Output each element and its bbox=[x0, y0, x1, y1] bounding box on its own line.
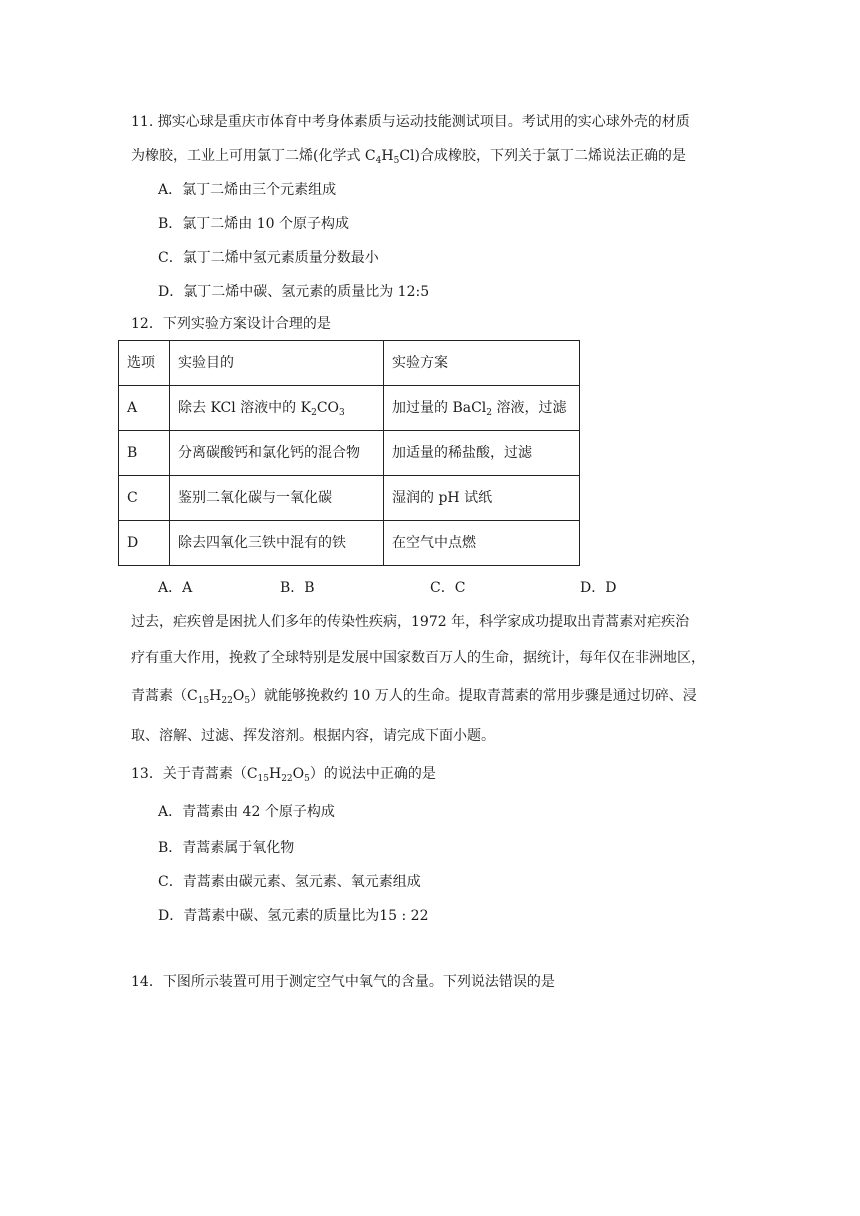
table-header-option: 选项 bbox=[119, 341, 170, 386]
table-row bbox=[119, 386, 580, 431]
table-cell-plan: 加适量的稀盐酸，过滤 bbox=[384, 431, 580, 476]
q12-option-d: D．D bbox=[580, 580, 617, 596]
q12-experiment-table bbox=[118, 340, 580, 566]
table-cell-option: C bbox=[119, 476, 170, 521]
formula-sub: 5 bbox=[304, 774, 310, 784]
passage-text: 青蒿素（C bbox=[131, 688, 198, 704]
q13-option-c: C．青蒿素由碳元素、氢元素、氧元素组成 bbox=[158, 874, 421, 890]
formula-text: H bbox=[268, 766, 282, 782]
q11-formula-sub: 4 bbox=[375, 156, 382, 166]
q12-stem: 12．下列实验方案设计合理的是 bbox=[131, 316, 331, 332]
q11-stem-text: 为橡胶，工业上可用氯丁二烯(化学式 C bbox=[131, 148, 376, 164]
q14-stem: 14．下图所示装置可用于测定空气中氧气的含量。下列说法错误的是 bbox=[131, 974, 555, 990]
cell-sub: 2 bbox=[311, 408, 317, 418]
q11-option-d: D．氯丁二烯中碳、氢元素的质量比为 12:5 bbox=[158, 284, 430, 300]
table-header-row bbox=[119, 341, 580, 386]
q11-formula-text: H bbox=[381, 148, 394, 164]
table-row bbox=[119, 476, 580, 521]
table-cell-plan: 湿润的 pH 试纸 bbox=[384, 476, 580, 521]
q13-stem-text: 13．关于青蒿素（C bbox=[131, 766, 258, 782]
q11-option-a: A．氯丁二烯由三个元素组成 bbox=[158, 182, 337, 198]
cell-sub: 3 bbox=[339, 408, 345, 418]
q12-option-a: A．A bbox=[158, 580, 193, 596]
passage-line3 bbox=[131, 686, 697, 706]
table-cell-plan: 在空气中点燃 bbox=[384, 521, 580, 566]
cell-text: 溶液，过滤 bbox=[492, 400, 567, 416]
table-row bbox=[119, 521, 580, 566]
formula-sub: 15 bbox=[197, 696, 210, 706]
table-cell-option: D bbox=[119, 521, 170, 566]
q12-option-c: C．C bbox=[430, 580, 466, 596]
passage-line4: 取、溶解、过滤、挥发溶剂。根据内容，请完成下面小题。 bbox=[131, 728, 495, 744]
passage-text: ）就能够挽救约 10 万人的生命。提取青蒿素的常用步骤是通过切碎、浸 bbox=[250, 688, 697, 704]
table-cell-purpose: 分离碳酸钙和氯化钙的混合物 bbox=[170, 431, 384, 476]
table-header-purpose: 实验目的 bbox=[170, 341, 384, 386]
passage-line2: 疗有重大作用，挽救了全球特别是发展中国家数百万人的生命，据统计，每年仅在非洲地区， bbox=[131, 650, 705, 666]
passage-line1: 过去，疟疾曾是困扰人们多年的传染性疾病，1972 年，科学家成功提取出青蒿素对疟疾治 bbox=[131, 614, 690, 630]
formula-text: H bbox=[209, 688, 222, 704]
formula-text: O bbox=[292, 766, 305, 782]
table-cell-option: A bbox=[119, 386, 170, 431]
formula-sub: 22 bbox=[281, 774, 293, 784]
table-cell-purpose: 鉴别二氧化碳与一氧化碳 bbox=[170, 476, 384, 521]
q11-option-c: C．氯丁二烯中氢元素质量分数最小 bbox=[158, 250, 379, 266]
q11-stem-text: Cl)合成橡胶，下列关于氯丁二烯说法正确的是 bbox=[399, 148, 686, 164]
q13-stem bbox=[131, 764, 436, 784]
table-row bbox=[119, 431, 580, 476]
formula-text: O bbox=[232, 688, 245, 704]
q11-stem-line2 bbox=[131, 146, 686, 166]
q12-options bbox=[158, 578, 678, 598]
q12-option-b: B．B bbox=[280, 580, 315, 596]
q13-option-a: A．青蒿素由 42 个原子构成 bbox=[158, 804, 335, 820]
formula-sub: 22 bbox=[221, 696, 233, 706]
q13-stem-text: ）的说法中正确的是 bbox=[309, 766, 436, 782]
formula-sub: 15 bbox=[257, 774, 269, 784]
cell-text: CO bbox=[316, 400, 340, 416]
formula-sub: 5 bbox=[244, 696, 251, 706]
table-header-plan: 实验方案 bbox=[384, 341, 580, 386]
table-cell-purpose: 除去四氧化三铁中混有的铁 bbox=[170, 521, 384, 566]
q11-option-b: B．氯丁二烯由 10 个原子构成 bbox=[158, 216, 350, 232]
cell-sub: 2 bbox=[486, 408, 493, 418]
q11-stem-line1: 11. 掷实心球是重庆市体育中考身体素质与运动技能测试项目。考试用的实心球外壳的材质 bbox=[131, 114, 690, 130]
table-cell-option: B bbox=[119, 431, 170, 476]
table-cell-purpose bbox=[170, 386, 384, 431]
table-cell-plan bbox=[384, 386, 580, 431]
cell-text: 除去 KCl 溶液中的 K bbox=[178, 400, 312, 416]
cell-text: 加过量的 BaCl bbox=[392, 400, 487, 416]
q11-formula-sub: 5 bbox=[393, 156, 400, 166]
q13-option-d: D．青蒿素中碳、氢元素的质量比为15 : 22 bbox=[158, 908, 429, 924]
q13-option-b: B．青蒿素属于氧化物 bbox=[158, 840, 295, 856]
